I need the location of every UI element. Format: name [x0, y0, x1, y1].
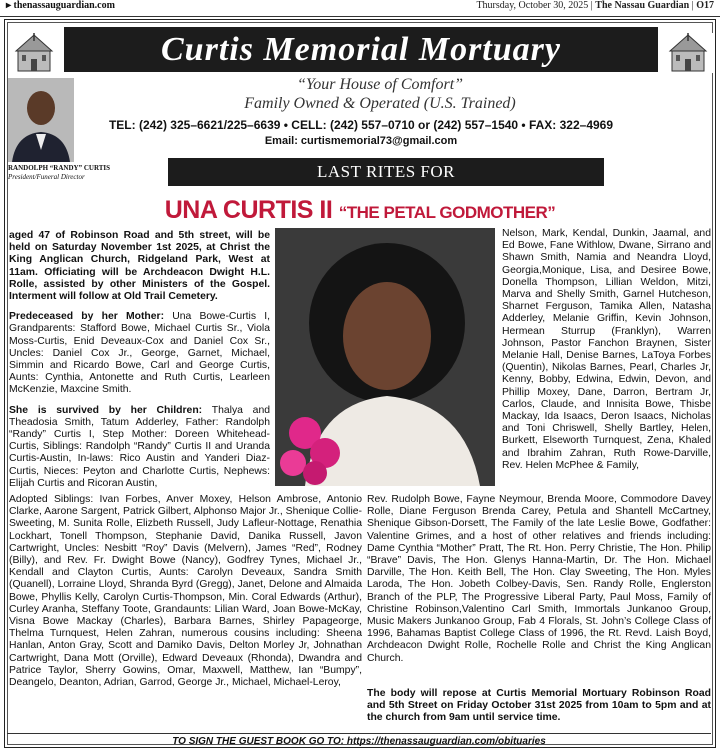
deceased-nickname: “THE PETAL GODMOTHER” — [338, 203, 556, 222]
newspaper-header — [0, 0, 720, 17]
mortuary-slogan: “Your House of Comfort” — [296, 76, 464, 93]
deceased-name-text: UNA CURTIS II — [164, 196, 333, 224]
predeceased-paragraph: Predeceased by her Mother: Una Bowe-Curtis I, Grandparents: Stafford Bowe, Michael Curtis Sr., Viola Moss-Curtis, Enid Deveaux-Cox and Daniel Cox Sr., Uncles: Daniel Cox Jr., George, Garnet, Michael, Simmin and Ricardo Bowe, Carl and George Curtis, Aunts: Cynthia, Antonette and Ruth Curtis, Learleen McKenzie, Maxcine Smith. — [9, 311, 270, 396]
obituary-text-column-1 — [9, 230, 270, 498]
church-icon — [8, 33, 60, 73]
site-url[interactable]: ▸ thenassauguardian.com — [6, 0, 115, 11]
last-rites-heading: LAST RITES FOR — [168, 158, 604, 186]
church-icon — [662, 33, 714, 73]
footer-divider — [7, 733, 711, 734]
director-name: RANDOLPH “RANDY” CURTIS — [8, 164, 111, 172]
survivors-paragraph: She is survived by her Children: Thalya and Theadosia Smith, Tatum Adderley, Father: Randolph “Randy” Curtis I, Step Mother: Doreen Whitehead-Curtis, Siblings: Randolph “Randy” Curtis II and Uranda Curtis-Austin, In-laws: Rico Austin and Yanderi Diaz-Curtis, Nieces: Peyton and Charlotte Curtis, Nephews: Elijah Curtis and Ricoran Austin, — [9, 404, 271, 489]
contact-email[interactable]: Email: curtismemorial73@gmail.com — [264, 135, 458, 147]
obituary-text-column-2: Nelson, Mark, Kendal, Dunkin, Jaamal, and Ed Bowe, Fane Withlow, Dwane, Sirrano and Shawn Smith, Namia and Neandra Lloyd, Georgia,Monique, Lisa, and Desiree Bowe, Donella Thompson, Lillian Weldon, Mitzi, Marva and Shelly Smith, Garnel Hutcheson, Sharnet Ferguson, Tamika Allen, Natasha Adderley, Melanie Griffin, Kevin Johnson, Hermean Sturrup (Franklyn), Warren Johnson, Pastor Fanchon Braynen, Sister Melanie Hall, Denise Barnes, LaToya Forbes (Quentin), Nikolas Barnes, Pearl, Charles Jr, Kenny, Bobby, Edwina, Edwin, Devon, and Phillip Moxey, Dane, Darron, Bertram Jr, Carlos, Claude, and Innisita Bowe, Thisbe Mackay, Ida Isaacs, Deron Isaacs, Nicholas and Toni Chriswell, Shelly Bartley, Helen, Burkett, Elseworth Turnquest, Zena, Khaled and Ibrahim Zahran, Ruth Rowe-Darville, Rev. Helen McPhee & Family, — [502, 228, 711, 471]
director-title: President/Funeral Director — [8, 173, 85, 181]
issue-info: Thursday, October 30, 2025 | The Nassau Guardian | O17 — [476, 0, 714, 11]
obituary-text-column-4: Rev. Rudolph Bowe, Fayne Neymour, Brenda Moore, Commodore Davey Rolle, Diane Ferguson Brenda Carey, Petula and Shantell McCartney, Shenique Gibson-Dorsett, The Family of the late Leslie Bowe, Godfather: Valentine Grimes, and a host of other relatives and friends including: Dame Cynthia “Mother” Pratt, The Rt. Hon. Perry Christie, The Hon. Philip “Brave” Davis, The Hon. Glenys Hanna-Martin, Dr. The Hon. Michael Darville, The Hon. Keith Bell, The Hon. Clay Sweeting, The Hon. Myles Laroda, The Hon. Jobeth Colbey-Davis, Sen. Randy Rolle, Englerston Branch of the PLP, The Progressive Liberal Party, Paul Moss, Family of Christine Robinson,Valentino Carl Smith, Immortals Junkanoo Group, Music Makers Junkanoo Group, Fab 4 Florals, St. John’s College Class of 1996, Bahamas Baptist College Class of 1996, the Rt. Revd. Laish Boyd, Archdeacon Dwight Rolle, Rochelle Rolle and Christ the King Anglican Church. — [367, 494, 711, 664]
director-photo — [8, 78, 74, 162]
service-details: aged 47 of Robinson Road and 5th street, will be held on Saturday November 1st 2025, at Christ the King Anglican Church, Ridgeland Park, West at 11am. Officiating will be Archdeacon Dwight H.L. Rolle, assisted by other Ministers of the Gospel. Interment will follow at Old Trail Cemetery. — [9, 230, 270, 303]
deceased-name — [100, 194, 620, 229]
mortuary-name-banner: Curtis Memorial Mortuary — [64, 27, 658, 72]
guestbook-link[interactable]: TO SIGN THE GUEST BOOK GO TO: https://thenassauguardian.com/obituaries — [172, 736, 546, 747]
contact-numbers: TEL: (242) 325–6621/225–6639 • CELL: (242) 557–0710 or (242) 557–1540 • FAX: 322–4969 — [108, 118, 614, 132]
mortuary-subtitle: Family Owned & Operated (U.S. Trained) — [244, 95, 516, 112]
deceased-photo — [275, 228, 495, 486]
obituary-text-column-3: Adopted Siblings: Ivan Forbes, Anver Moxey, Helson Ambrose, Antonio Clarke, Aarone Sargent, Patrick Gilbert, Alphonso Major Jr., Shenique Collie-Sweeting, M. Sunita Rolle, Elizbeth Russell, Judy Lafleur-Nottage, Renathia Lockhart, Tonell Thompson, Stephanie David, Danika Russell, Javon Cartwright, Uncles: Nesbitt “Roy” Davis (Melvern), James “Red”, Rodney (Billy), and Rev. Fr. Dwight Bowe (Nancy), Godfrey Tynes, Michael Jr., Kendall and Clayton Curtis, Aunts: Carolyn Deveaux, Sandra Smith (Quanell), Lorraine Lloyd, Shranda Byrd (Gregg), Janet, Delone and Almaida Bowe, Phyllis Kelly, Carolyn Curtis-Thompson, Min. Coral Edwards (Arthur), Curley Aranha, Steffany Toote, Grandaunts: Lilian Ward, Joan Bowe-McKay, Visna Bowe Mackay (Charles), Barbara Barnes, Shirley Papageorge, Thelma Turnquest, Helen Zahran, numerous cousins including: Sheena Hanlan, Anton Gray, Scott and Damiko Davis, Delton Morley Jr, Johnathan Cartwright, Dana Mott (Orville), Edward Deveaux (Rhonda), Dwandra and Patrice Taylor, Sherry Gowins, Omar, Maxwell, Matthew, Ian “Bumpy”, Deangelo, Deanton, Adrian, Garrod, George Jr., Michael, Michael-Leroy, — [9, 494, 362, 689]
viewing-details: The body will repose at Curtis Memorial Mortuary Robinson Road and 5th Street on Friday October 31st 2025 from 10am to 5pm and at the church from 9am until service time. — [367, 688, 711, 724]
